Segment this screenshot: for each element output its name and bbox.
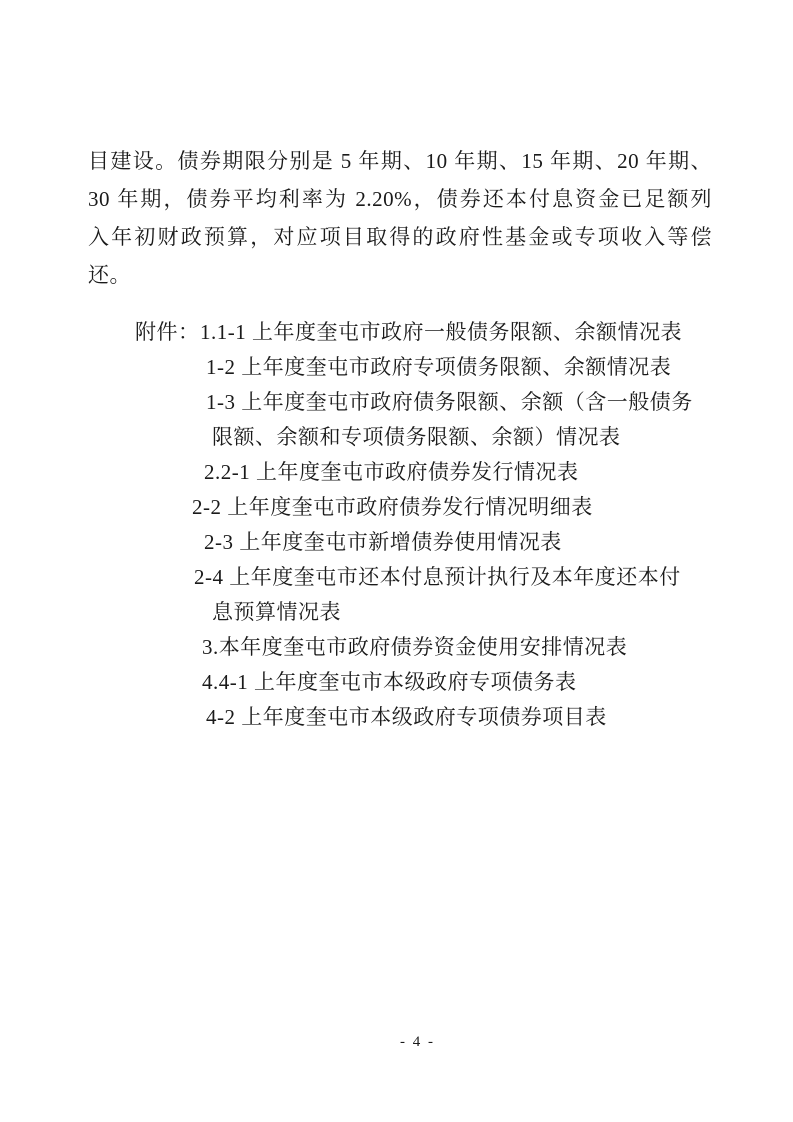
attachment-item-continuation: 限额、余额和专项债务限额、余额）情况表 [212,425,621,449]
attachment-item: 1-2 上年度奎屯市政府专项债务限额、余额情况表 [206,355,672,379]
attachment-item: 4-2 上年度奎屯市本级政府专项债券项目表 [206,705,607,729]
attachment-item-continuation: 息预算情况表 [212,600,341,624]
body-paragraph [88,142,712,294]
attachment-item: 2-4 上年度奎屯市还本付息预计执行及本年度还本付 [194,565,681,589]
attachment-item: 1-3 上年度奎屯市政府债务限额、余额（含一般债务 [206,390,693,414]
attachment-item: 4.4-1 上年度奎屯市本级政府专项债务表 [202,670,577,694]
attachment-item: 1.1-1 上年度奎屯市政府一般债务限额、余额情况表 [200,320,682,344]
attachment-list [88,315,748,735]
paragraph-line: 目建设。债券期限分别是 5 年期、10 年期、15 年期、20 年期、 [88,149,712,173]
attachment-label: 附件： [135,320,200,344]
page-number: - 4 - [400,1034,435,1050]
paragraph-line: 入年初财政预算，对应项目取得的政府性基金或专项收入等偿 [88,225,712,249]
paragraph-line: 30 年期，债券平均利率为 2.20%，债券还本付息资金已足额列 [88,187,712,211]
attachment-item: 2.2-1 上年度奎屯市政府债券发行情况表 [204,460,579,484]
attachment-item: 3.本年度奎屯市政府债券资金使用安排情况表 [202,635,628,659]
attachment-item: 2-3 上年度奎屯市新增债券使用情况表 [204,530,562,554]
paragraph-line: 还。 [88,263,131,287]
attachment-item: 2-2 上年度奎屯市政府债券发行情况明细表 [192,495,593,519]
